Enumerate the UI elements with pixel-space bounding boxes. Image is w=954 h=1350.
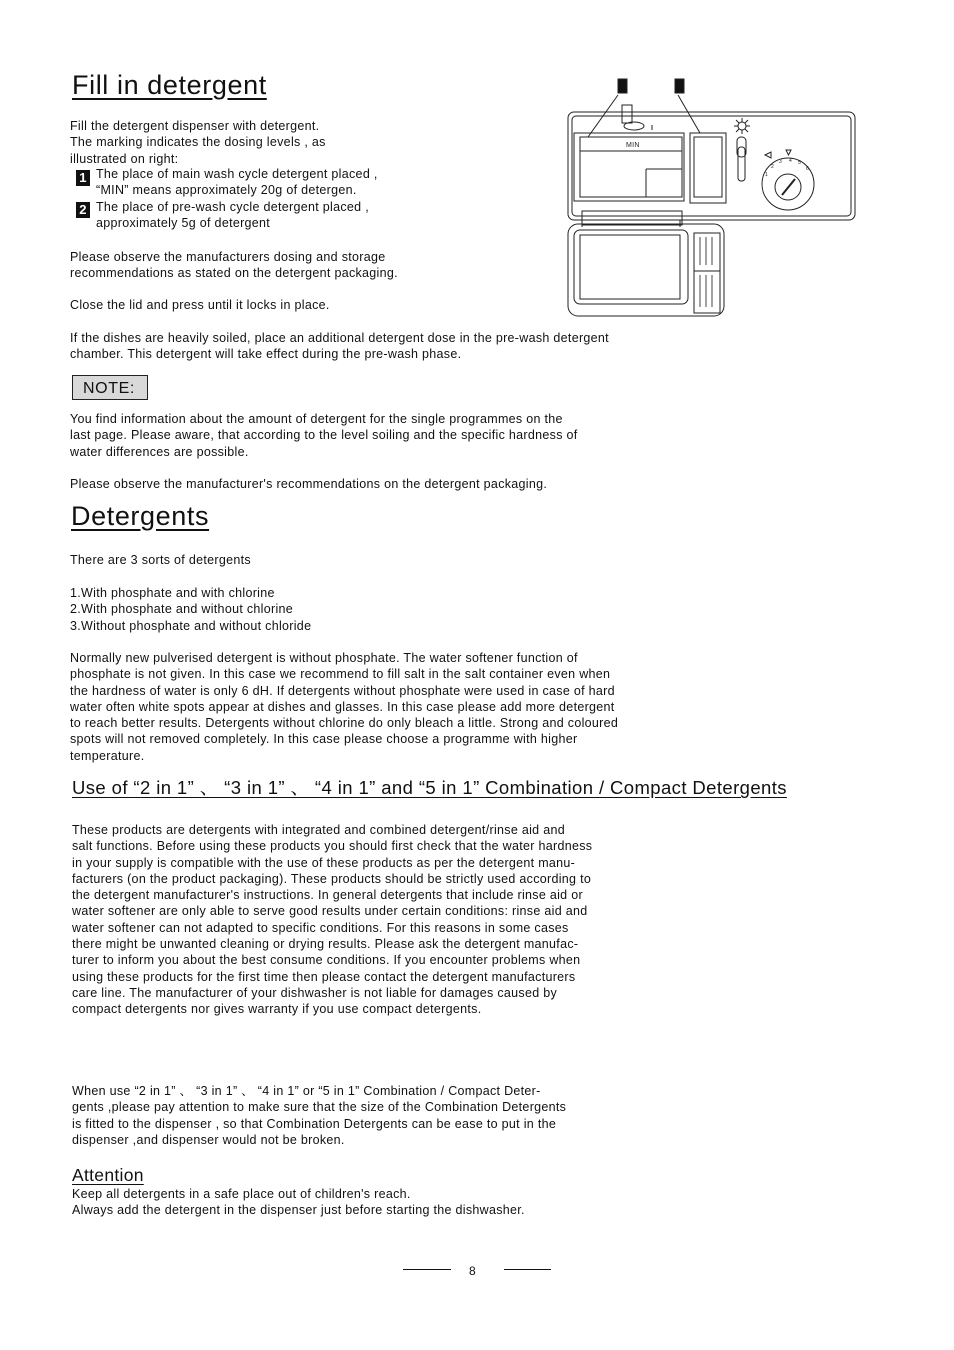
note-recommendation <box>70 476 547 492</box>
text-line: chamber. This detergent will take effect during the pre-wash phase. <box>70 347 462 362</box>
list-item: 3.Without phosphate and without chloride <box>70 618 312 633</box>
text-line: in your supply is compatible with the use of these products as per the detergent manu- <box>72 855 576 870</box>
close-lid-paragraph <box>70 297 330 313</box>
text-line: There are 3 sorts of detergents <box>70 553 251 567</box>
text-line: Normally new pulverised detergent is without phosphate. The water softener function of <box>70 651 578 665</box>
text-line: Please observe the manufacturer's recommendations on the detergent packaging. <box>70 477 548 491</box>
text-line: water differences are possible. <box>70 444 249 459</box>
text-line: last page. Please aware, that according to the level soiling and the specific hardness of <box>70 428 578 443</box>
item-number-badge-1: 1 <box>76 170 90 186</box>
page-number: 8 <box>469 1264 476 1278</box>
text-line: You find information about the amount of detergent for the single programmes on the <box>70 412 563 426</box>
text-line: spots will not removed completely. In this case please choose a programme with higher <box>70 732 578 747</box>
combination-usage-paragraph <box>72 1083 566 1148</box>
text-line: water often white spots appear at dishes and glasses. In this case please add more detergent <box>70 699 615 714</box>
text-line: turer to inform you about the best consume conditions. If you encounter problems when <box>72 953 581 968</box>
attention-title: Attention <box>72 1165 144 1185</box>
svg-text:1: 1 <box>765 172 769 178</box>
text-line: The place of pre-wash cycle detergent placed , <box>96 200 369 214</box>
text-line: care line. The manufacturer of your dishwasher is not liable for damages caused by <box>72 985 558 1000</box>
text-line: is fitted to the dispenser , so that Combination Detergents can be ease to put in the <box>72 1116 557 1131</box>
text-line: dispenser ,and dispenser would not be broken. <box>72 1132 345 1147</box>
item-1-text <box>96 166 378 199</box>
text-line: salt functions. Before using these products you should first check that the water hardness <box>72 839 593 854</box>
text-line: water softener are only able to serve good results under certain conditions: rinse aid and <box>72 904 588 919</box>
text-line: approximately 5g of detergent <box>96 216 271 231</box>
callout-marker-1 <box>618 79 627 93</box>
text-line: facturers (on the product packaging). These products should be strictly used according to <box>72 871 592 886</box>
text-line: there might be unwanted cleaning or drying results. Please ask the detergent manufac- <box>72 937 579 952</box>
note-paragraph <box>70 411 578 460</box>
text-line: The marking indicates the dosing levels , as <box>70 135 326 150</box>
text-line: If the dishes are heavily soiled, place an additional detergent dose in the pre-wash detergent <box>70 331 609 345</box>
text-line: to reach better results. Detergents without chlorine do only bleach a little. Strong and coloured <box>70 716 619 731</box>
phosphate-paragraph <box>70 650 618 764</box>
svg-text:4: 4 <box>789 158 793 164</box>
text-line: Always add the detergent in the dispenser just before starting the dishwasher. <box>72 1203 525 1218</box>
attention-text <box>72 1186 525 1219</box>
text-line: illustrated on right: <box>70 151 179 166</box>
svg-text:3: 3 <box>779 159 783 165</box>
text-line: recommendations as stated on the detergent packaging. <box>70 266 398 281</box>
text-line: Close the lid and press until it locks in place. <box>70 298 330 312</box>
svg-text:5: 5 <box>798 160 802 166</box>
text-line: Keep all detergents in a safe place out of children's reach. <box>72 1187 411 1201</box>
svg-text:2: 2 <box>771 164 775 170</box>
text-line: When use “2 in 1” 、 “3 in 1” 、 “4 in 1” or “5 in 1” Combination / Compact Deter- <box>72 1084 541 1098</box>
detergents-intro <box>70 552 251 568</box>
text-line: the detergent manufacturer's instructions. In general detergents that include rinse aid or <box>72 888 583 903</box>
item-2-text <box>96 199 369 232</box>
combination-paragraph <box>72 822 592 1018</box>
footer-rule-left <box>403 1269 451 1270</box>
detergent-sorts-list <box>70 585 311 634</box>
footer-rule-right <box>504 1269 551 1270</box>
text-line: temperature. <box>70 748 145 763</box>
min-label: MIN <box>626 142 640 149</box>
note-label: NOTE: <box>72 375 148 400</box>
text-line: Fill the detergent dispenser with detergent. <box>70 119 320 133</box>
heavily-soiled-paragraph <box>70 330 609 363</box>
list-item: 2.With phosphate and without chlorine <box>70 602 294 617</box>
section-title-combination-detergents: Use of “2 in 1” 、 “3 in 1” 、 “4 in 1” and “5 in 1” Combination / Compact Detergents <box>72 777 787 798</box>
detergent-dispenser-illustration <box>560 75 860 320</box>
text-line: using these products for the first time then please contact the detergent manufacturers <box>72 969 576 984</box>
text-line: compact detergents nor gives warranty if you use compact detergents. <box>72 1002 482 1017</box>
item-number-badge-2: 2 <box>76 202 90 218</box>
text-line: the hardness of water is only 6 dH. If detergents without phosphate were used in case of hard <box>70 683 615 698</box>
text-line: The place of main wash cycle detergent placed , <box>96 167 378 181</box>
text-line: phosphate is not given. In this case we recommend to fill salt in the salt container even when <box>70 667 611 682</box>
list-item: 1.With phosphate and with chlorine <box>70 586 275 600</box>
text-line: water softener can not adapted to specific conditions. For this reasons in some cases <box>72 920 569 935</box>
text-line: “MIN” means approximately 20g of detergen. <box>96 183 357 198</box>
fill-intro <box>70 118 326 167</box>
section-title-fill-in-detergent: Fill in detergent <box>72 70 267 100</box>
callout-marker-2 <box>675 79 684 93</box>
svg-text:6: 6 <box>806 166 810 172</box>
dosing-paragraph <box>70 249 398 282</box>
text-line: gents ,please pay attention to make sure that the size of the Combination Detergents <box>72 1100 567 1115</box>
text-line: Please observe the manufacturers dosing and storage <box>70 250 386 264</box>
section-title-detergents: Detergents <box>71 501 210 531</box>
text-line: These products are detergents with integrated and combined detergent/rinse aid and <box>72 823 565 837</box>
